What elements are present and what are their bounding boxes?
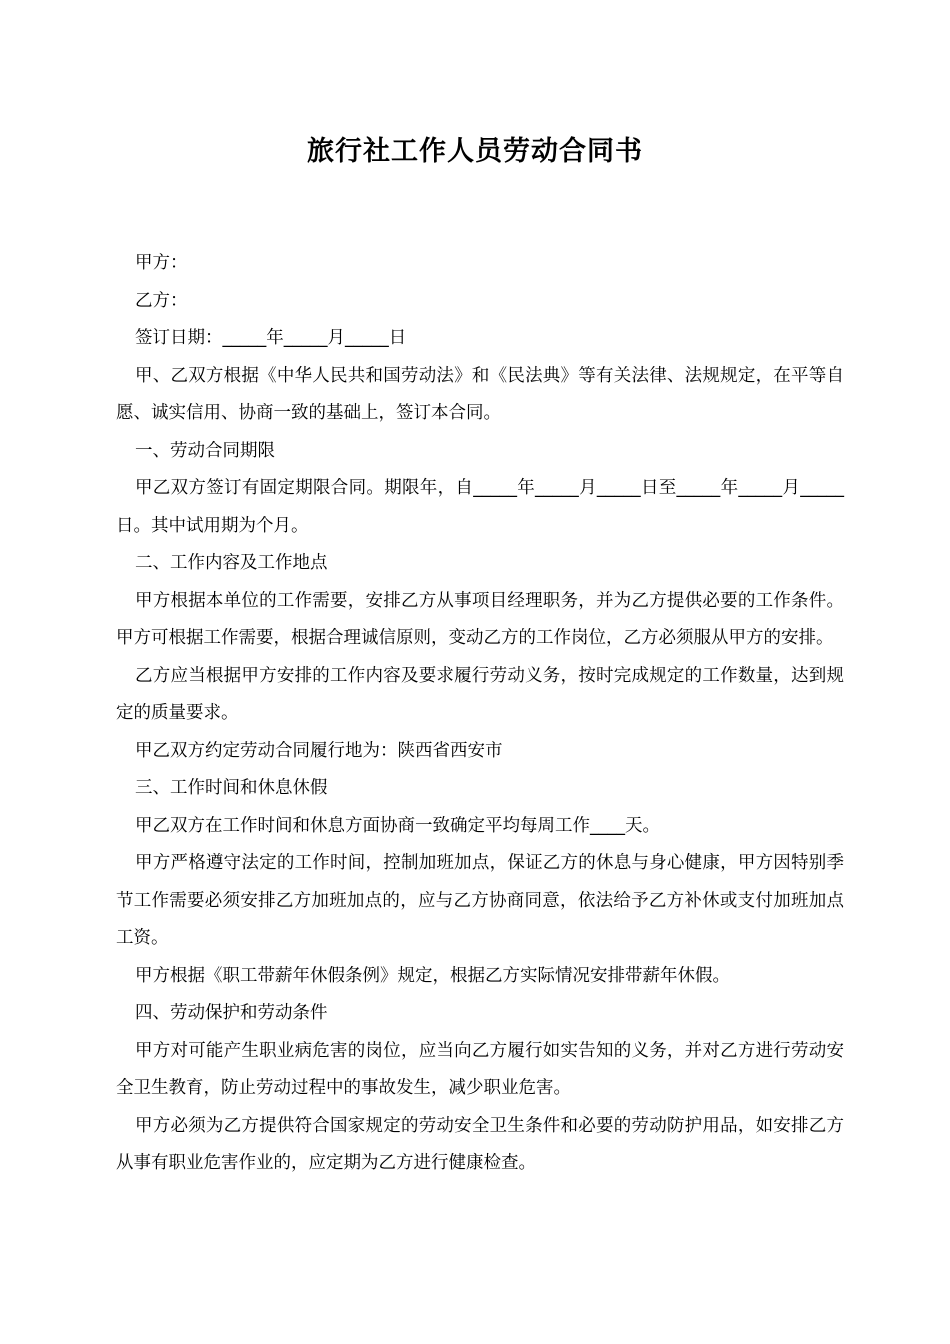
party-a-line: 甲方：: [135, 253, 188, 273]
working-hours-paragraph-2: 甲方严格遵守法定的工作时间，控制加班加点，保证乙方的休息与身心健康，甲方因特别季节工作需要必须安排乙方加班加点的，应与乙方协商同意，依法给予乙方补休或支付加班加点工资。: [116, 853, 844, 948]
document-title: 旅行社工作人员劳动合同书: [307, 136, 643, 167]
section-heading-work-content: 二、工作内容及工作地点: [135, 553, 328, 573]
annual-leave-paragraph: 甲方根据《职工带薪年休假条例》规定，根据乙方实际情况安排带薪年休假。: [135, 965, 730, 986]
work-content-paragraph-2: 乙方应当根据甲方安排的工作内容及要求履行劳动义务，按时完成规定的工作数量，达到规定的质量要求。: [116, 665, 844, 723]
labor-protection-paragraph-1: 甲方对可能产生职业病危害的岗位，应当向乙方履行如实告知的义务，并对乙方进行劳动安全卫生教育，防止劳动过程中的事故发生，减少职业危害。: [116, 1040, 844, 1098]
labor-protection-paragraph-2: 甲方必须为乙方提供符合国家规定的劳动安全卫生条件和必要的劳动防护用品，如安排乙方从事有职业危害作业的，应定期为乙方进行健康检查。: [116, 1115, 844, 1173]
work-content-paragraph-1: 甲方根据本单位的工作需要，安排乙方从事项目经理职务，并为乙方提供必要的工作条件。甲方可根据工作需要，根据合理诚信原则，变动乙方的工作岗位，乙方必须服从甲方的安排。: [116, 590, 844, 648]
party-b-line: 乙方：: [135, 290, 188, 311]
term-paragraph: 甲乙双方签订有固定期限合同。期限年，自_____年_____月_____日至_____年_____月_____日。其中试用期为个月。: [116, 478, 844, 536]
signing-date-line: 签订日期：_____年_____月_____日: [135, 328, 407, 348]
preamble-paragraph: 甲、乙双方根据《中华人民共和国劳动法》和《民法典》等有关法律、法规规定，在平等自愿、诚实信用、协商一致的基础上，签订本合同。: [116, 365, 844, 423]
section-heading-term: 一、劳动合同期限: [135, 440, 275, 461]
document-body: [116, 245, 844, 1183]
work-location-paragraph: 甲乙双方约定劳动合同履行地为：陕西省西安市: [135, 740, 503, 761]
working-hours-paragraph-1: 甲乙双方在工作时间和休息方面协商一致确定平均每周工作____天。: [135, 815, 660, 836]
section-heading-labor-protection: 四、劳动保护和劳动条件: [135, 1003, 328, 1023]
section-heading-working-hours: 三、工作时间和休息休假: [135, 778, 328, 798]
